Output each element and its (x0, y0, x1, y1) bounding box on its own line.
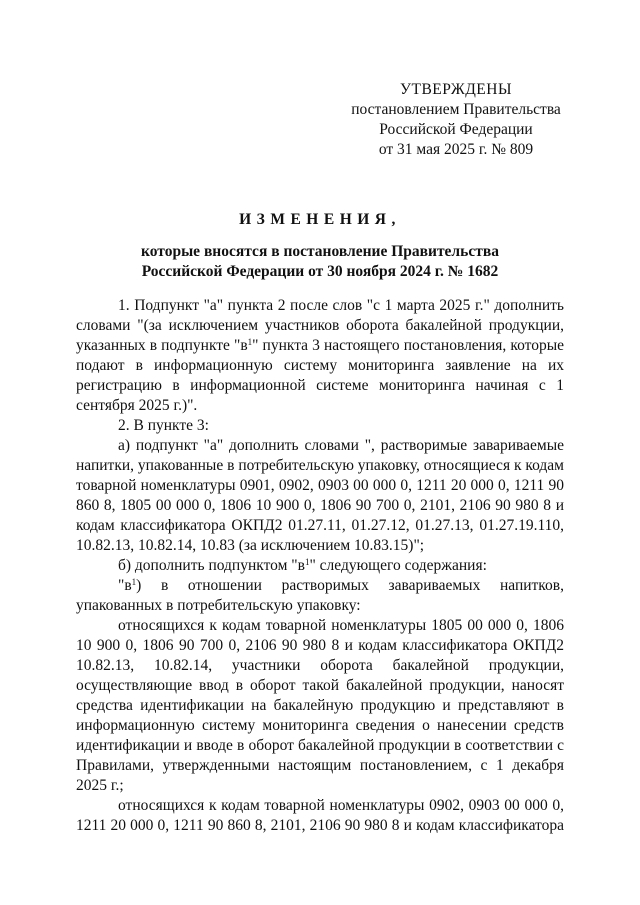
approval-title: УТВЕРЖДЕНЫ (400, 81, 512, 98)
heading-subtitle (60, 242, 580, 282)
paragraph-5 (76, 576, 564, 616)
paragraph-text: " пункта 3 настоящего постановления, которые подают в информационную систему мониторинга заявление на их регистрацию в информационной системе мониторинга начиная с 1 сентября 2025 г.)". (76, 337, 564, 414)
superscript: 1 (131, 577, 137, 587)
superscript: 1 (247, 337, 253, 347)
paragraph-text: ) в отношении растворимых завариваемых напитков, упакованных в потребительскую упаковку: (76, 577, 564, 614)
approval-line: Российской Федерации (379, 121, 533, 138)
paragraph-1 (76, 296, 564, 416)
paragraph-text: б) дополнить подпунктом "в (118, 557, 305, 574)
heading-subtitle-line: которые вносятся в постановление Правительства (141, 243, 499, 260)
paragraph-2: 2. В пункте 3: (118, 417, 209, 434)
document-body (76, 296, 564, 836)
paragraph-text: 1. Подпункт "а" пункта 2 после слов "с 1 марта 2025 г." дополнить словами "(за исключением участников оборота бакалейной продукции, указанных в подпункте "в (76, 297, 564, 354)
paragraph-text: "в (118, 577, 132, 594)
heading-subtitle-line: Российской Федерации от 30 ноября 2024 г. № 1682 (141, 263, 499, 280)
paragraph-text: " следующего содержания: (309, 557, 487, 574)
paragraph-7: относящихся к кодам товарной номенклатуры 0902, 0903 00 000 0, 1211 20 000 0, 1211 90 860 8, 2101, 2106 90 980 8 и кодам классификатора (76, 797, 564, 834)
approval-line: постановлением Правительства (351, 101, 561, 118)
document-heading (60, 210, 580, 282)
approval-block (340, 80, 572, 160)
paragraph-6: относящихся к кодам товарной номенклатуры 1805 00 000 0, 1806 10 900 0, 1806 90 700 0, 2106 90 980 8 и кодам классификатора ОКПД2 10.82.13, 10.82.14, участники оборота бакалейной продукции, осуществляющие ввод в оборот такой бакалейной продукции, наносят средства идентификации на бакалейную продукцию и представляют в информационную систему мониторинга сведения о нанесении средств идентификации и вводе в оборот бакалейной продукции в соответствии с Правилами, утвержденными настоящим постановлением, с 1 декабря 2025 г.; (76, 617, 564, 794)
heading-main: ИЗМЕНЕНИЯ, (239, 211, 401, 228)
paragraph-3: а) подпункт "а" дополнить словами ", растворимые завариваемые напитки, упакованные в потребительскую упаковку, относящиеся к кодам товарной номенклатуры 0901, 0902, 0903 00 000 0, 1211 20 000 0, 1211 90 860 8, 1805 00 000 0, 1806 10 900 0, 1806 90 700 0, 2101, 2106 90 980 8 и кодам классификатора ОКПД2 01.27.11, 01.27.12, 01.27.13, 01.27.19.110, 10.82.13, 10.82.14, 10.83 (за исключением 10.83.15)"; (76, 437, 564, 554)
paragraph-4 (76, 556, 564, 576)
superscript: 1 (304, 557, 310, 567)
approval-date-line: от 31 мая 2025 г. № 809 (378, 141, 534, 158)
